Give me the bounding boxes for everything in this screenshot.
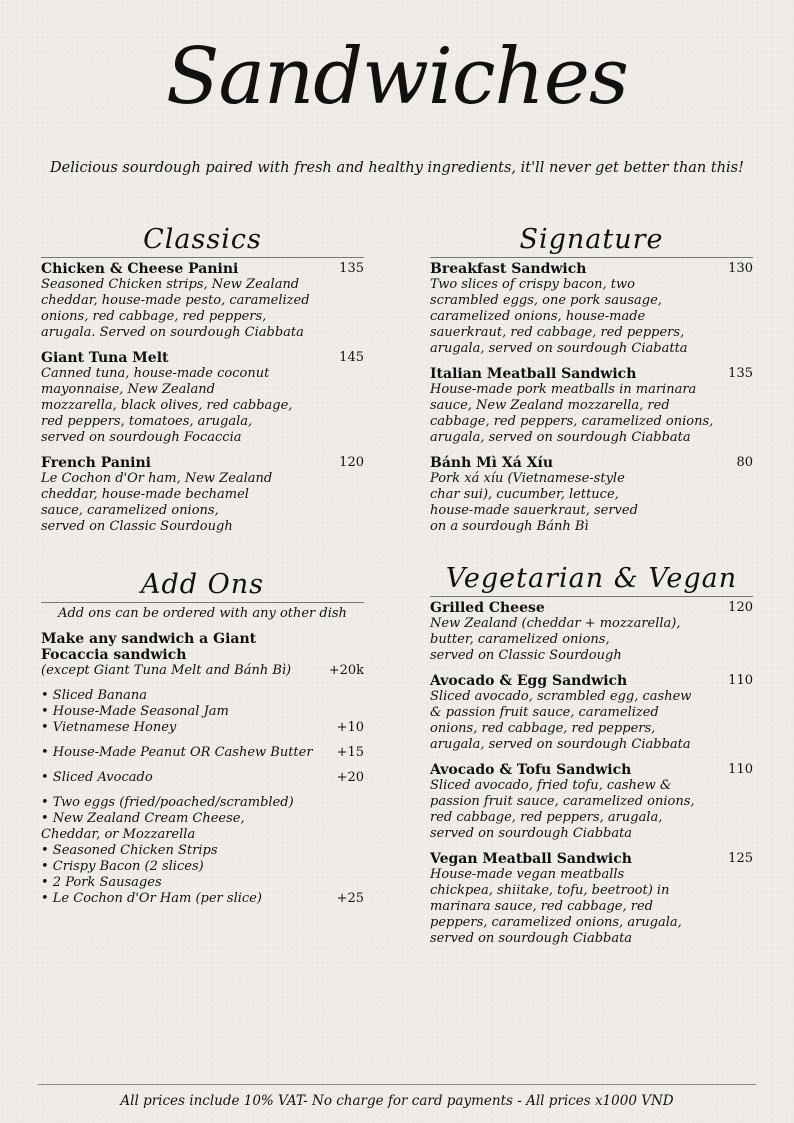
section-classics xyxy=(41,226,364,544)
item-price: 130 xyxy=(728,261,753,276)
item-description: New Zealand (cheddar + mozzarella), butter, caramelized onions, served on Classic Sourdough xyxy=(430,616,681,663)
giant-upgrade xyxy=(41,631,364,679)
item-price: 120 xyxy=(339,455,364,470)
menu-item xyxy=(430,673,753,753)
section-signature xyxy=(430,226,753,544)
section-heading: Signature xyxy=(430,226,753,258)
section-vegetarian-vegan xyxy=(430,565,753,956)
item-description: Le Cochon d'Or ham, New Zealand cheddar, house-made bechamel sauce, caramelized onions, served on Classic Sourdough xyxy=(41,471,273,534)
giant-upgrade-name: Make any sandwich a Giant Focaccia sandwich xyxy=(41,631,257,663)
add-on-group xyxy=(41,770,364,786)
footer-note: All prices include 10% VAT- No charge for card payments - All prices x1000 VND xyxy=(120,1093,674,1109)
giant-upgrade-price: +20k xyxy=(328,663,364,678)
add-on-list: • House-Made Peanut OR Cashew Butter xyxy=(41,745,313,760)
menu-item xyxy=(41,350,364,446)
menu-item xyxy=(430,851,753,947)
menu-subtitle: Delicious sourdough paired with fresh and healthy ingredients, it'll never get better than this! xyxy=(50,160,744,176)
item-description: Seasoned Chicken strips, New Zealand cheddar, house-made pesto, caramelized onions, red cabbage, red peppers, arugala. Served on sourdough Ciabbata xyxy=(41,277,310,340)
add-on-list: • Two eggs (fried/poached/scrambled) • New Zealand Cream Cheese, Cheddar, or Mozzarella • Seasoned Chicken Strips • Crispy Bacon (2 slices) • 2 Pork Sausages • Le Cochon d'Or Ham (per slice) xyxy=(41,795,294,906)
menu-item xyxy=(41,261,364,341)
add-ons-note: Add ons can be ordered with any other dish xyxy=(58,606,347,621)
item-price: 120 xyxy=(728,600,753,615)
item-description: Canned tuna, house-made coconut mayonnaise, New Zealand mozzarella, black olives, red cabbage, red peppers, tomatoes, arugala, served on sourdough Focaccia xyxy=(41,366,293,445)
item-name: Avocado & Tofu Sandwich xyxy=(430,762,632,778)
menu-title: Sandwiches xyxy=(166,32,628,122)
add-on-price: +25 xyxy=(336,891,364,906)
add-on-group xyxy=(41,745,364,761)
item-name: French Panini xyxy=(41,455,151,471)
section-heading: Classics xyxy=(41,226,364,258)
item-description: Two slices of crispy bacon, two scrambled eggs, one pork sausage, caramelized onions, house-made sauerkraut, red cabbage, red peppers, arugala, served on sourdough Ciabatta xyxy=(430,277,688,356)
section-add-ons xyxy=(41,571,364,916)
menu-item xyxy=(430,261,753,357)
item-name: Chicken & Cheese Panini xyxy=(41,261,239,277)
item-name: Vegan Meatball Sandwich xyxy=(430,851,632,867)
add-on-list: • Sliced Banana • House-Made Seasonal Jam • Vietnamese Honey xyxy=(41,688,229,735)
item-name: Giant Tuna Melt xyxy=(41,350,169,366)
item-price: 135 xyxy=(339,261,364,276)
item-name: Avocado & Egg Sandwich xyxy=(430,673,628,689)
add-on-price: +15 xyxy=(336,745,364,760)
menu-item xyxy=(430,455,753,535)
add-on-group xyxy=(41,688,364,736)
footer-divider xyxy=(38,1084,756,1085)
menu-item xyxy=(430,762,753,842)
item-name: Bánh Mì Xá Xíu xyxy=(430,455,553,471)
add-on-price: +10 xyxy=(336,720,364,735)
item-price: 135 xyxy=(728,366,753,381)
item-description: Sliced avocado, scrambled egg, cashew & passion fruit sauce, caramelized onions, red cabbage, red peppers, arugala, served on sourdough Ciabbata xyxy=(430,689,692,752)
item-name: Grilled Cheese xyxy=(430,600,545,616)
menu-item xyxy=(430,600,753,664)
item-name: Italian Meatball Sandwich xyxy=(430,366,637,382)
section-heading: Vegetarian & Vegan xyxy=(430,565,753,597)
item-description: Pork xá xíu (Vietnamese-style char sui), cucumber, lettuce, house-made sauerkraut, served on a sourdough Bánh Bì xyxy=(430,471,638,534)
item-description: Sliced avocado, fried tofu, cashew & passion fruit sauce, caramelized onions, red cabbage, red peppers, arugala, served on sourdough Ciabbata xyxy=(430,778,695,841)
item-description: House-made vegan meatballs chickpea, shiitake, tofu, beetroot) in marinara sauce, red cabbage, red peppers, caramelized onions, arugala, served on sourdough Ciabbata xyxy=(430,867,682,946)
add-on-list: • Sliced Avocado xyxy=(41,770,153,785)
add-on-price: +20 xyxy=(336,770,364,785)
menu-item xyxy=(430,366,753,446)
section-heading: Add Ons xyxy=(41,571,364,603)
item-description: House-made pork meatballs in marinara sauce, New Zealand mozzarella, red cabbage, red peppers, caramelized onions, arugala, served on sourdough Ciabbata xyxy=(430,382,714,445)
item-price: 110 xyxy=(728,762,753,777)
item-name: Breakfast Sandwich xyxy=(430,261,587,277)
giant-upgrade-note: (except Giant Tuna Melt and Bánh Bì) xyxy=(41,663,292,678)
add-on-group xyxy=(41,795,364,907)
menu-item xyxy=(41,455,364,535)
item-price: 80 xyxy=(736,455,753,470)
item-price: 145 xyxy=(339,350,364,365)
item-price: 125 xyxy=(728,851,753,866)
item-price: 110 xyxy=(728,673,753,688)
